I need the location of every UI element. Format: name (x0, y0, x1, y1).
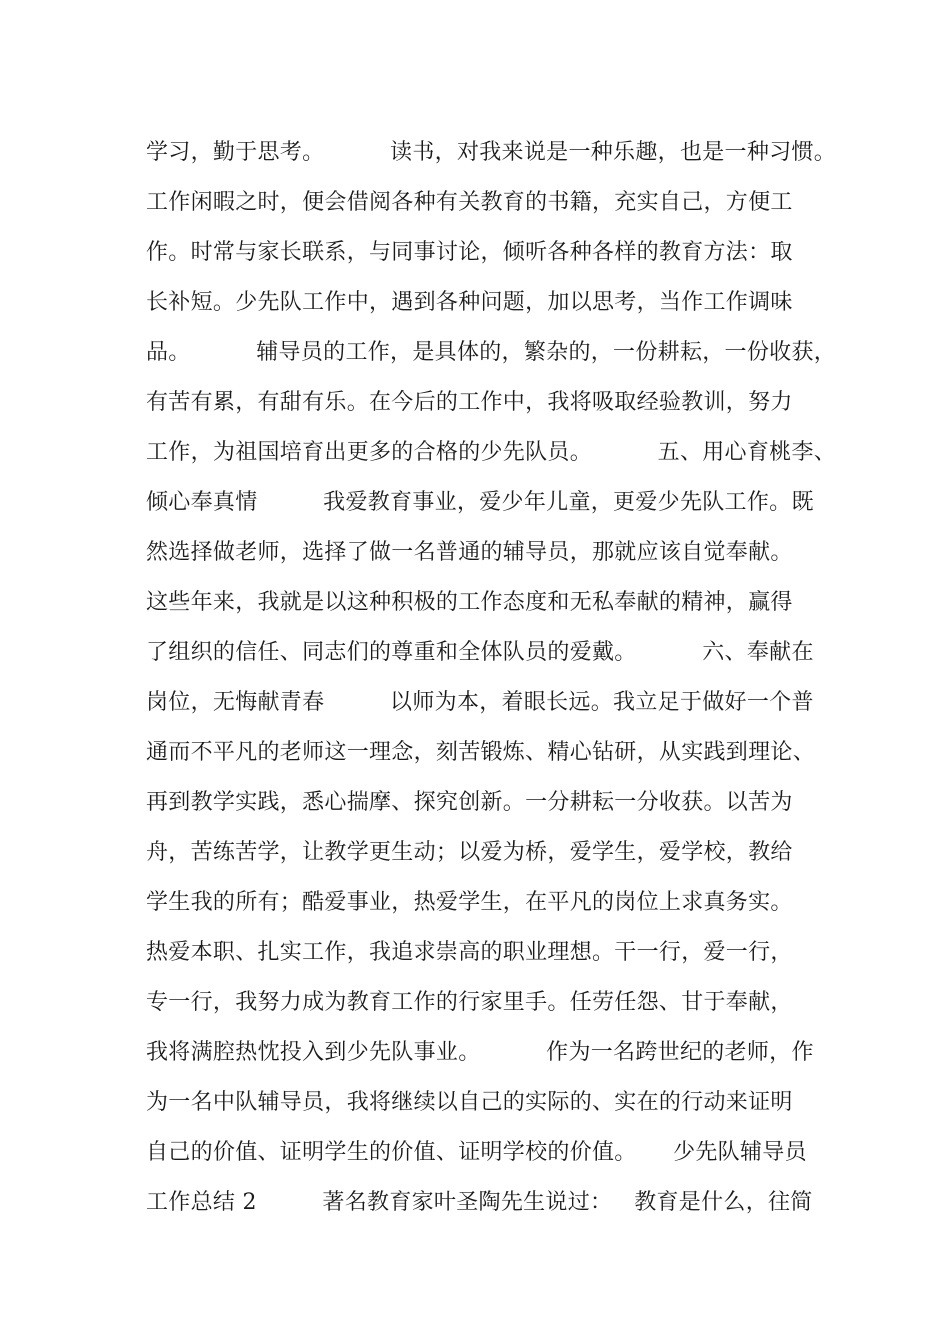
text-line: 工作总结 2 著名教育家叶圣陶先生说过： 教育是什么，往简 (146, 1190, 813, 1215)
text-line: 了组织的信任、同志们的尊重和全体队员的爱戴。 六、奉献在 (146, 640, 814, 665)
text-line: 热爱本职、扎实工作，我追求崇高的职业理想。干一行，爱一行， (146, 940, 793, 965)
text-line: 为一名中队辅导员，我将继续以自己的实际的、实在的行动来证明 (146, 1090, 793, 1115)
text-line: 再到教学实践，悉心揣摩、探究创新。一分耕耘一分收获。以苦为 (146, 790, 793, 815)
text-line: 通而不平凡的老师这一理念，刻苦锻炼、精心钻研，从实践到理论、 (146, 740, 816, 765)
text-line: 工作闲暇之时，便会借阅各种有关教育的书籍，充实自己，方便工 (146, 190, 793, 215)
text-line: 专一行，我努力成为教育工作的行家里手。任劳任怨、甘于奉献， (146, 990, 793, 1015)
text-line: 我将满腔热忱投入到少先队事业。 作为一名跨世纪的老师，作 (146, 1040, 814, 1065)
text-line: 学习，勤于思考。 读书，对我来说是一种乐趣，也是一种习惯。 (146, 140, 837, 165)
text-line: 学生我的所有；酷爱事业，热爱学生，在平凡的岗位上求真务实。 (146, 890, 793, 915)
text-line: 自己的价值、证明学生的价值、证明学校的价值。 少先队辅导员 (146, 1140, 807, 1165)
text-line: 长补短。少先队工作中，遇到各种问题，加以思考，当作工作调味 (146, 290, 793, 315)
text-line: 品。 辅导员的工作，是具体的，繁杂的，一份耕耘，一份收获， (146, 340, 837, 365)
text-line: 有苦有累，有甜有乐。在今后的工作中，我将吸取经验教训，努力 (146, 390, 793, 415)
text-line: 工作，为祖国培育出更多的合格的少先队员。 五、用心育桃李、 (146, 440, 837, 465)
text-line: 这些年来，我就是以这种积极的工作态度和无私奉献的精神，赢得 (146, 590, 793, 615)
text-line: 然选择做老师，选择了做一名普通的辅导员，那就应该自觉奉献。 (146, 540, 793, 565)
text-line: 岗位，无悔献青春 以师为本，着眼长远。我立足于做好一个普 (146, 690, 814, 715)
text-line: 作。时常与家长联系，与同事讨论，倾听各种各样的教育方法：取 (146, 240, 793, 265)
text-line: 舟，苦练苦学，让教学更生动；以爱为桥，爱学生，爱学校，教给 (146, 840, 793, 865)
body-text (146, 128, 836, 1228)
text-line: 倾心奉真情 我爱教育事业，爱少年儿童，更爱少先队工作。既 (146, 490, 814, 515)
